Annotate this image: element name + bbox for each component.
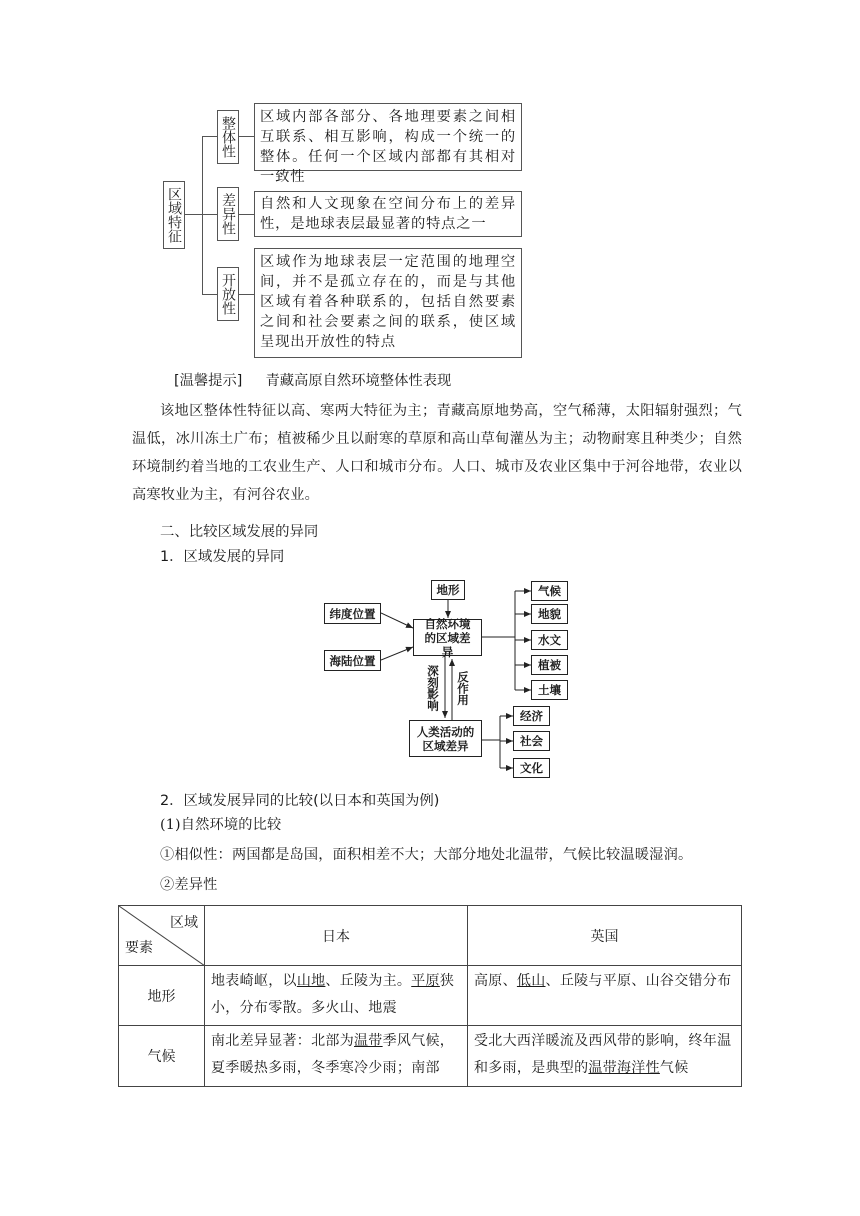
branch-text-openness: 区域作为地球表层一定范围的地理空间，并不是孤立存在的，而是与其他区域有着各种联系的，包括自然要素之间和社会要素之间的联系，使区域呈现出开放性的特点 (254, 248, 522, 358)
flow-human-elem: 文化 (513, 758, 550, 778)
flow-human-elem: 经济 (513, 706, 550, 726)
row-label-climate: 气候 (119, 1026, 205, 1087)
paragraph-similarity: ①相似性：两国都是岛国，面积相差不大；大部分地处北温带，气候比较温暖湿润。 (160, 847, 693, 863)
cell-japan-terrain: 地表崎岖，以山地、丘陵为主。平原狭小，分布零散。多火山、地震 (205, 966, 468, 1026)
tip-label: [温馨提示] (174, 373, 243, 389)
concept-root-label: 区域特征 (166, 187, 182, 243)
tip-title: 青藏高原自然环境整体性表现 (265, 373, 452, 389)
tip-body: 该地区整体性特征以高、寒两大特征为主；青藏高原地势高，空气稀薄，太阳辐射强烈；气温低，冰川冻土广布；植被稀少且以耐寒的草原和高山草甸灌丛为主；动物耐寒且种类少；自然环境制约着当地的工农业生产、人口和城市分布。人口、城市及农业区集中于河谷地带，农业以高寒牧业为主，有河谷农业。 (132, 403, 742, 503)
cell-japan-climate: 南北差异显著：北部为温带季风气候，夏季暖热多雨，冬季寒冷少雨；南部 (205, 1026, 468, 1087)
flow-natural-elem: 水文 (531, 630, 568, 650)
flow-natural-elem: 气候 (531, 581, 568, 601)
flow-natural-elem: 土壤 (531, 680, 568, 700)
subsection-heading-2: 2．区域发展异同的比较(以日本和英国为例) (160, 793, 440, 809)
corner-bottom-label: 要素 (125, 940, 153, 956)
corner-top-label: 区域 (170, 915, 198, 931)
flow-land-sea-box: 海陆位置 (324, 650, 381, 671)
paragraph-difference: ②差异性 (160, 877, 218, 893)
header-japan: 日本 (205, 906, 468, 966)
flow-natural-elem: 植被 (531, 655, 568, 675)
flow-human-diff-box: 人类活动的区域差异 (409, 720, 482, 757)
section-heading: 二、比较区域发展的异同 (160, 524, 319, 540)
flow-natural-elem: 地貌 (531, 604, 568, 624)
branch-label-integrity: 整体性 (217, 110, 239, 164)
header-uk: 英国 (468, 906, 742, 966)
table-row (119, 1026, 742, 1087)
flow-natural-diff-box: 自然环境的区域差异 (413, 619, 482, 656)
branch-label-openness: 开放性 (217, 267, 239, 321)
branch-label-difference: 差异性 (217, 187, 239, 241)
branch-text-difference: 自然和人文现象在空间分布上的差异性，是地球表层最显著的特点之一 (254, 191, 522, 237)
flow-deep-impact-label: 深刻影响 (426, 665, 440, 711)
branch-text-integrity: 区域内部各部分、各地理要素之间相互联系、相互影响，构成一个统一的整体。任何一个区域内部都有其相对一致性 (254, 103, 522, 171)
comparison-table (118, 905, 742, 1087)
table-header-row (119, 906, 742, 966)
paragraph-natural-compare: (1)自然环境的比较 (160, 817, 282, 833)
flow-reaction-label: 反作用 (456, 670, 470, 706)
flow-latitude-box: 纬度位置 (324, 603, 381, 624)
flow-terrain-box: 地形 (431, 580, 465, 600)
cell-uk-terrain: 高原、低山、丘陵与平原、山谷交错分布 (468, 966, 742, 1026)
row-label-terrain: 地形 (119, 966, 205, 1026)
table-row (119, 966, 742, 1026)
subsection-heading-1: 1．区域发展的异同 (160, 549, 285, 565)
flow-human-elem: 社会 (513, 731, 550, 751)
cell-uk-climate: 受北大西洋暖流及西风带的影响，终年温和多雨，是典型的温带海洋性气候 (468, 1026, 742, 1087)
table-corner-cell (119, 906, 205, 966)
